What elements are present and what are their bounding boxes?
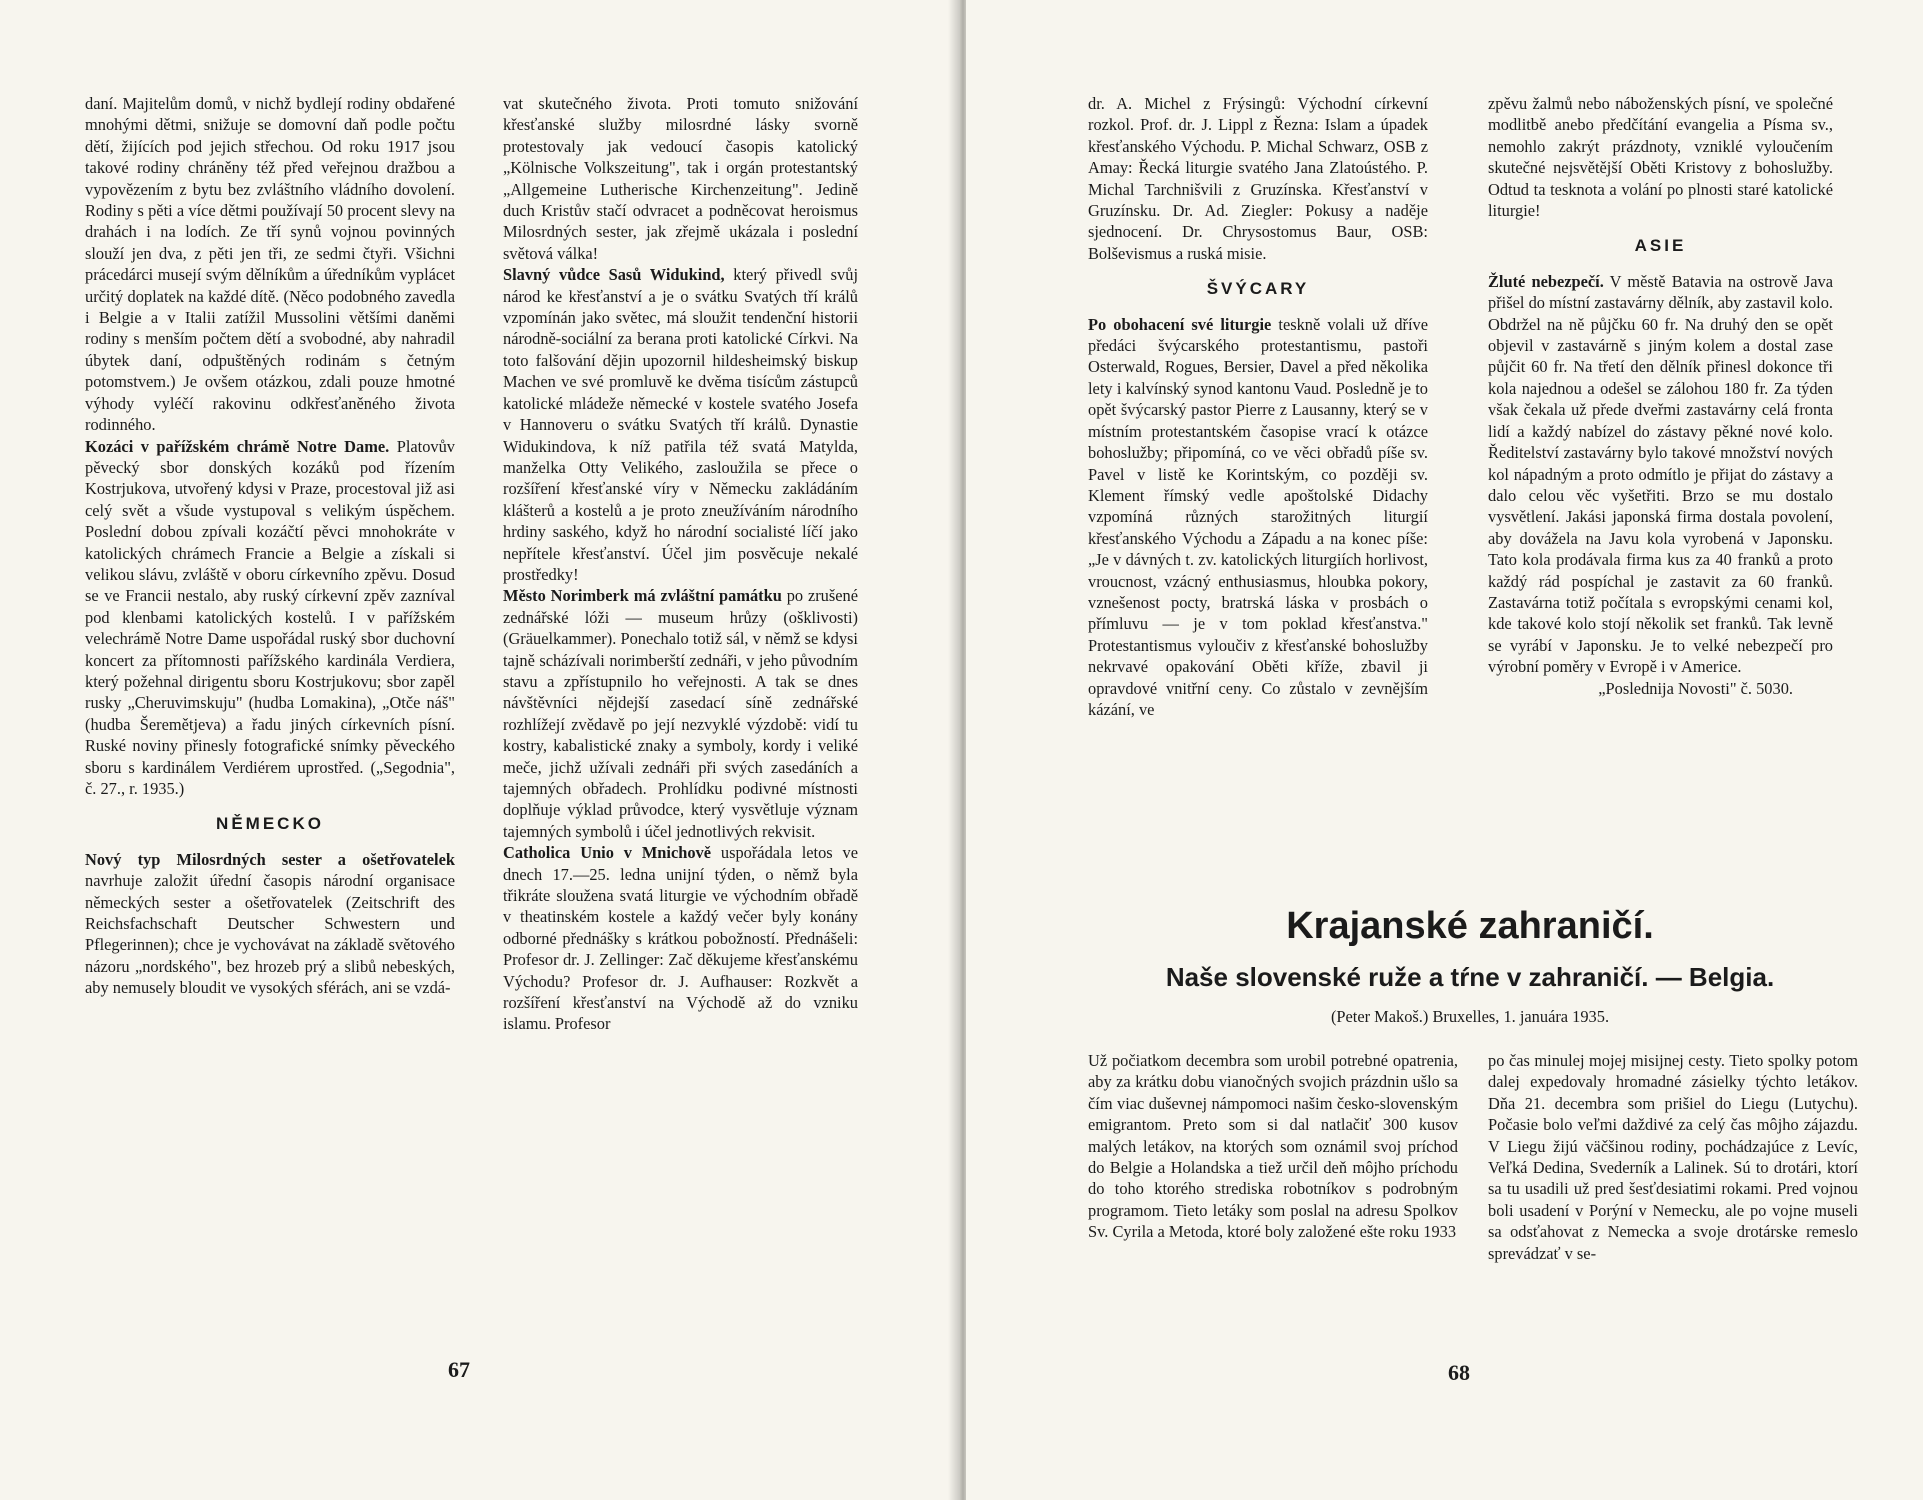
article-byline: (Peter Makoš.) Bruxelles, 1. januára 1935. [1330,1007,1610,1026]
heading-germany: NĚMECKO [216,814,324,834]
paragraph-nuremberg [503,585,858,842]
paragraph-nurses [85,849,455,999]
left-page-column-2 [503,93,858,1368]
section-title: Krajanské zahraničí. [1286,905,1654,947]
lead-nuremberg: Město Norimberk má zvláštní památku [503,586,782,606]
lead-yellow-danger: Žluté nebezpečí. [1488,271,1604,291]
paragraph-widukind [503,264,858,585]
page-number-left: 67 [448,1357,470,1382]
body-nurses: navrhuje založit úřední časopis národní organisace německých sester a ošetřovatelek (Zeitschrift des Reichsfachschaft Deutscher Schwestern und Pflegerinnen); chce je vychovávat na základě světového názoru „nordského", bez hrozeb prý a slibů nebeských, aby nemusely bloudit ve vysokých sférách, ani se vzdá- [85,871,455,998]
paragraph-catholica-unio [503,842,858,1035]
article-paragraph-2: po čas minulej mojej misijnej cesty. Tieto spolky potom dalej expedovaly hromadné zásielky týchto letákov. Dňa 21. decembra som prišiel do Liegu (Lutychu). Počasie bolo veľmi daždivé za celý čas môjho zájazdu. V Liegu žijú väčšinou rodiny, pochádzajúce z Levíc, Veľká Dedina, Svederník a Lalinek. Sú to drotári, ktorí sa tu usadili už pred šesťdesiatimi rokami. Pred vojnou boli usadení v Porýní v Nemecku, ale po vojne museli sa odsťahovat z Nemecka a svoje drotárske remeslo sprevádzať v se- [1488,1051,1858,1263]
right-page-column-2 [1488,93,1833,873]
paragraph-lectures-continued: dr. A. Michel z Frýsingů: Východní církevní rozkol. Prof. dr. J. Lippl z Řezna: Islam a úpadek křesťanského Východu. P. Michal Schwarz, OSB z Amay: Řecká liturgie svatého Jana Zlatoústého. P. Michal Tarchnišvili z Gruzínska. Křesťanství v Gruzínsku. Dr. Ad. Ziegler: Pokusy a naděje sjednocení. Dr. Chrysostomus Baur, OSB: Bolševismus a ruská misie. [1088,94,1428,263]
left-page-column-1 [85,93,455,1368]
paragraph-liturgy-continued: zpěvu žalmů nebo náboženských písní, ve společné modlitbě anebo předčítání evangelia a Písma sv., nemohlo zakrýt prázdnoty, vzniklé vyloučením skutečné nejsvětější Oběti Kristovy z bohoslužby. Odtud ta tesknota a volání po plnosti staré katolické liturgie! [1488,94,1833,221]
right-page-column-1 [1088,93,1428,873]
body-cossacks: Platovův pěvecký sbor donských kozáků pod řízením Kostrjukova, utvořený kdysi v Praze, procestoval již asi celý svět a všude vystupoval s velikým úspěchem. Poslední dobou zpívali kozáčtí pěvci mnohokráte v katolických chrámech Francie a Belgie a získali si velikou slávu, zvláště v oboru církevního zpěvu. Dosud se ve Francii nestalo, aby ruský církevní zpěv zazníval pod klenbami katolických kostelů. I v pařížském velechrámě Notre Dame uspořádal ruský sbor duchovní koncert za přítomnosti pařížského kardinála Verdiera, který požehnal dirigentu sboru Kostrjukovu; sbor zapěl rusky „Cheruvimskuju" (hudba Lomakina), „Otče náš" (hudba Šeremětjeva) a řadu jiných církevních písní. Ruské noviny přinesly fotografické snímky pěveckého sboru s kardinálem Verdiérem uprostřed. („Segodnia", č. 27., r. 1935.) [85,436,455,798]
article-title: Naše slovenské ruže a tŕne v zahraničí. — Belgia. [1165,962,1775,992]
body-liturgy: teskně volali už dříve předáci švýcarského protestantismu, pastoři Osterwald, Rogues, Bersier, Davel a před několika lety i kalvínský synod kantonu Vaud. Posledně je to opět švýcarský pastor Pierre z Lausanny, který se v místním protestantském časopise vrací k otázce bohoslužby; připomíná, co ve věci obřadů píše sv. Pavel v listě ke Korintským, co později sv. Klement římský vedle apoštolské Didachy vzpomíná různých starožitných liturgií křesťanského Východu a Západu a na konec píše: „Je v dávných t. zv. katolických liturgiích horlivost, vroucnost, vzácný enthusiasmus, hloubka pokory, vznešenost pocty, bratrská láska v prosbách o přímluvu — je v tom poklad křesťanstva." Protestantismus vyloučiv z křesťanské bohoslužby nekrvavé opakování Oběti kříže, zbavil ji opravdové vnitřní ceny. Co zůstalo v zevnějším kázání, ve [1088,314,1428,719]
page-number-right: 68 [1448,1360,1470,1385]
body-catholica-unio: uspořádala letos ve dnech 17.—25. ledna unijní týden, o němž byla třikráte sloužena svatá liturgie ve východním obřadě v theatinském kostele a každý večer byly konány odborné přednášky s krátkou pobožností. Přednášeli: Profesor dr. J. Zellinger: Zač děkujeme křesťanskému Východu? Profesor dr. J. Aufhauser: Rozkvět a rozšíření křesťanství na Východě až do vzniku islamu. Profesor [503,843,858,1034]
lead-cossacks: Kozáci v pařížském chrámě Notre Dame. [85,436,390,456]
paragraph-nurses-continued: vat skutečného života. Proti tomuto snižování křesťanské služby milosrdné lásky svorně protestovaly jak vedoucí časopis katolický „Kölnische Volkszeitung", tak i orgán protestantský „Allgemeine Lutherische Kirchenzeitung". Jedině duch Kristův stačí odvracet a podněcovat heroismus Milosrdných sester, jak zřejmě ukázala i poslední světová válka! [503,94,858,263]
paragraph-yellow-danger [1488,271,1833,678]
heading-asia: ASIE [1634,236,1687,256]
body-nuremberg: po zrušené zednářské lóži — museum hrůzy (ošklivosti) (Gräuelkammer). Ponechalo totiž sál, v němž se kdysi tajně scházívali norimberští zednáři, v jeho původním stavu a zpřístupnilo ho veřejnosti. A tak se dnes návštěvníci nějdejší zasedací síně zednářské rozhlížejí zvědavě po její nezvyklé výzdobě: vidí tu kostry, kabalistické znaky a symboly, kordy i veliké meče, jichž užívali zednáři při svých zasedáních a tajemných obřadech. Prohlídku podivné místnosti doplňuje výklad průvodce, který vysvětluje význam tajemných symbolů i účel jednotlivých rekvisit. [503,586,858,841]
article-paragraph-1: Už počiatkom decembra som urobil potrebné opatrenia, aby za krátku dobu vianočných svojich prázdnin ušlo sa čím viac duševnej námpomoci našim česko-slovenským emigrantom. Preto som si dal natlačiť 300 kusov malých letákov, na ktorých som oznámil svoj príchod do Belgie a Holandska a tiež určil deň môjho príchodu do toho ktorého strediska robotníkov s podrobným programom. Tieto letáky som poslal na adresu Spolkov Sv. Cyrila a Metoda, ktoré boly založené ešte roku 1933 [1088,1051,1458,1242]
paragraph-liturgy [1088,314,1428,721]
paragraph-family-taxes: daní. Majitelům domů, v nichž bydlejí rodiny obdařené mnohými dětmi, snižuje se domovní daň podle počtu dětí, žijících pod jejich střechou. Od roku 1917 jsou takové rodiny chráněny též před veřejnou dražbou a vypovězením z bytu bez zvláštního vládního dovolení. Rodiny s pěti a více dětmi používají 50 procent slevy na drahách i na lodích. Ze tří synů vojnou povinných slouží jen dva, z pěti jen tři, ze sedmi čtyři. Všichni prácedárci musejí svým dělníkům a úředníkům vyplácet určitý doplatek na každé dítě. (Něco podobného zavedla i Belgie a v Italii zatížil Mussolini většími daněmi rodiny s menším počtem dětí a svobodné, aby nahradil úbytek daní, odpuštěných rodinám s četným potomstvem.) Je ovšem otázkou, zdali pouze hmotné výhody vyléčí rakovinu odkřesťaněného života rodinného. [85,94,455,435]
source-citation: „Poslednija Novosti" č. 5030. [1598,678,1793,698]
body-yellow-danger: V městě Batavia na ostrově Java přišel do místní zastavárny dělník, aby zastavil kolo. Obdržel na ně půjčku 60 fr. Na druhý den se opět objevil v zastavárně s jiným kolem a dostal zase půjčit 60 fr. Na třetí den dělník přinesl dokonce tři kola najednou a odešel se zálohou 180 fr. Za týden však čekala už přede dveřmi zastavárny celá fronta lidí a každý nabízel do zástavy pěkné nové kolo. Ředitelství zastavárny bylo takové množství nových kol nápadným a proto odmítlo je přijat do zástavy a dalo celou věc vyšetřiti. Brzo se mu dostalo vysvětlení. Jakási japonská firma dostala povolení, aby dovážela na Javu kola vyrobená v Japonsku. Tato kola prodávala firma kus za 40 franků a proto každý rád pospíchal je zastavit za 60 franků. Zastavárna totiž počítala s evropskými cenami kol, kde takové kolo stojí několik set franků. Tak levně se vyrábí v Japonsku. Je to velké nebezpečí pro výrobní poměry v Evropě i v Americe. [1488,271,1833,677]
paragraph-cossacks [85,436,455,800]
left-page [0,0,960,1500]
heading-switzerland: ŠVÝCARY [1206,279,1310,299]
lead-widukind: Slavný vůdce Sasů Widukind, [503,265,725,285]
lead-liturgy: Po obohacení své liturgie [1088,314,1272,334]
article-column-1 [1088,1050,1458,1340]
body-widukind: který přivedl svůj národ ke křesťanství a je o svátku Svatých tří králů vzpomínán jako světec, má sloužit tendenční historii národně-sociální za berana proti katolické Církvi. Na toto falšování dějin upozornil hildesheimský biskup Machen ve své promluvě ke dvěma tisícům zástupců katolické mládeže německé v kostele svatého Josefa v Hannoveru o svátku Svatých tří králů. Dynastie Widukindova, k níž patřila též svatá Matylda, manželka Otty Velikého, zasloužila se přece o rozšíření křesťanské víry v Německu zakládáním klášterů a kostelů a je proto zneužíváním národního hrdiny saského, když ho národní socialisté líčí jako nepřítele křesťanství. Účel jim posvěcuje nekalé prostředky! [503,265,858,584]
article-column-2 [1488,1050,1858,1340]
lead-catholica-unio: Catholica Unio v Mnichově [503,843,712,863]
lead-nurses: Nový typ Milosrdných sester a ošetřovatelek [85,849,455,869]
